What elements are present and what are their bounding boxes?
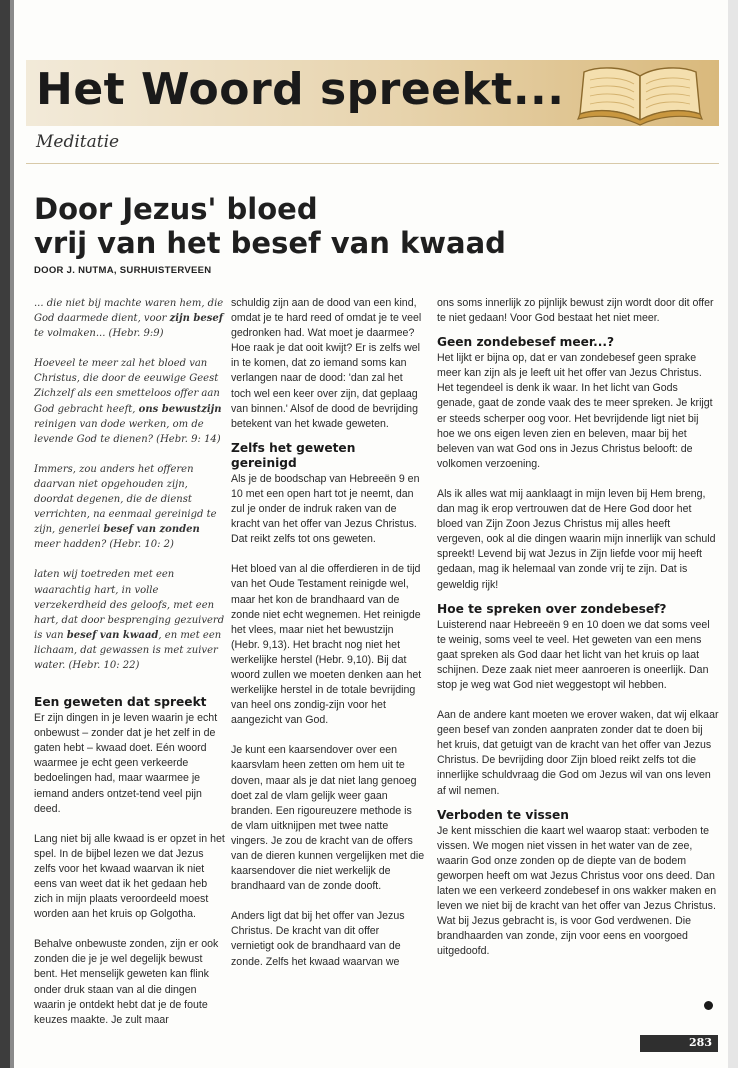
page-binding-highlight <box>10 0 14 1068</box>
column-1 <box>34 296 226 1028</box>
article-title-line-1: Door Jezus' bloed <box>34 192 318 226</box>
paragraph: Het lijkt er bijna op, dat er van zondebesef geen sprake meer kan zijn als je leeft uit het offer van Jezus Christus. Het tegendeel is denk ik waar. In het licht van Gods genade, gaat de zonde vaak des te meer spreken. Je krijgt er steeds scherper oog voor. Het bevrijdende ligt niet bij hoe we ons eigen leven zien en beleven, maar bij het beleven van wat God ons in Jezus Christus belooft: de volkomen verzoening. <box>437 352 713 470</box>
bible-quote: Hoeveel te meer zal het bloed van Christus, die door de eeuwige Geest Zichzelf als een smetteloos offer aan God gebracht heeft, ons bewustzijn reinigen van dode werken, om de levende God te dienen? (Hebr. 9: 14) <box>34 358 222 445</box>
article-title-line-2: vrij van het besef van kwaad <box>34 226 506 260</box>
section-heading: Zelfs het geweten gereinigd <box>231 440 356 470</box>
byline: DOOR J. NUTMA, SURHUISTERVEEN <box>34 265 212 276</box>
section-title: Het Woord spreekt... <box>36 64 565 115</box>
paragraph: Het bloed van al die offerdieren in de tijd van het Oude Testament reinigde wel, maar het kon de brandhaard van de zonde niet echt wegnemen. Het reinigde het vlees, maar niet het bewustzijn (Hebr. 9,13). Het bracht nog niet het werkelijke herstel (Hebr. 9,10). Bij dat woord zullen we moeten denken aan het werkelijke herstel in de totale bevrijding van heel ons zondig-zijn voor het aangezicht van God. <box>231 563 422 727</box>
paragraph: Als je de boodschap van Hebreeën 9 en 10 met een open hart tot je neemt, dan zul je onder de indruk raken van de kracht van het offer van Jezus Christus. Dat reikt zelfs tot ons geweten. <box>231 472 420 546</box>
paragraph: Als ik alles wat mij aanklaagt in mijn leven bij Hem breng, dan mag ik erop vertrouwen dat de Here God door het bloed van Zijn Zoon Jezus Christus mij alles heeft vergeven, ook al die dingen waarin mijn innerlijk van schuld spreekt! Levend bij wat Jezus in Zijn liefde voor mij heeft gedaan, mag ik helemaal van zonde vrij te zijn. Dat is geweldig rijk! <box>437 487 716 591</box>
column-3 <box>437 296 719 959</box>
paragraph: Anders ligt dat bij het offer van Jezus Christus. De kracht van dit offer vernietigt ook de brandhaard van de zonde. Zelfs het kwaad waarvan we <box>231 910 405 968</box>
section-subtitle: Meditatie <box>36 132 120 152</box>
bible-quote: ... die niet bij machte waren hem, die God daarmede dient, voor zijn besef te volmaken... (Hebr. 9:9) <box>34 298 224 340</box>
paragraph: Je kent misschien die kaart wel waarop staat: verboden te vissen. We mogen niet vissen in het water van de zee, waarin God onze zonden op de diepte van de bodem geworpen heeft om wat Jezus Christus voor ons deed. Dan laten we een verkeerd zondebesef in ons wakker maken en leven we niet bij de kracht van het offer van Jezus Christus. Wat bij Jezus gebracht is, is voor God verdwenen. Die brandhaarden van zonde, zijn voor eens en voorgoed uitgedoofd. <box>437 824 717 958</box>
section-heading: Geen zondebesef meer...? <box>437 335 615 350</box>
paragraph: schuldig zijn aan de dood van een kind, omdat je te hard reed of omdat je te veel gedronken had. Wat moet je daarmee? Hoe raak je dat ooit kwijt? Er is zelfs wel in te komen, dat zo iemand soms kan verlangen naar de dood: 'dan zal het toch wel een keer over zijn, dat geplaag van binnen.' Alsof de dood de bevrijding betekent van het kwade geweten. <box>231 297 422 430</box>
section-heading: Verboden te vissen <box>437 807 569 822</box>
end-dot-icon <box>704 1001 713 1010</box>
section-heading: Een geweten dat spreekt <box>34 695 207 710</box>
section-heading: Hoe te spreken over zondebesef? <box>437 601 667 616</box>
paragraph: Je kunt een kaarsendover over een kaarsvlam heen zetten om hem uit te doven, maar als je dat niet lang genoeg doet zal de vlam gelijk weer gaan branden. Een rigoureuzere methode is de vlam uitknijpen met twee natte vingers. Je zou de kracht van de offers van de dieren kunnen vergelijken met die kaarsendover die niet werkelijk de brandhaard van de zonde dooft. <box>231 744 425 893</box>
open-book-icon <box>576 62 704 126</box>
header-divider <box>26 163 719 164</box>
paragraph: Lang niet bij alle kwaad is er opzet in het spel. In de bijbel lezen we dat Jezus zelfs voor het kwaad waarvan ik niet eens van weet dat ik het gedaan heb zich in mijn plaats veroordeeld moest worden aan het kruis op Golgotha. <box>34 832 225 921</box>
paragraph: Aan de andere kant moeten we erover waken, dat wij elkaar geen besef van zonden aanpraten zonder dat te doen bij het kruis, dat getuigt van de kracht van het offer van Jezus Christus. De bevrijding door Zijn bloed reikt zelfs tot die innerlijke schuldvraag die God om Jezus wil van ons leven af wil nemen. <box>437 709 719 797</box>
page-number: 283 <box>689 1036 712 1049</box>
article-title <box>34 192 714 260</box>
bible-quote: Immers, zou anders het offeren daarvan niet opgehouden zijn, doordat degenen, die de dienst verrichten, na eenmaal gereinigd te zijn, generlei besef van zonden meer hadden? (Hebr. 10: 2) <box>34 463 217 551</box>
paragraph: Behalve onbewuste zonden, zijn er ook zonden die je je wel degelijk bewust bent. Het menselijk geweten kan flink onder druk staan van al die dingen waarin je ontdekt hebt dat je de foute keuzes maakte. Je zult maar <box>34 938 219 1026</box>
paragraph: Er zijn dingen in je leven waarin je echt onbewust – zonder dat je het zelf in de gaten hebt – kwaad doet. Eén woord waarmee je echt geen verkeerde bedoelingen had, maar waarmee je iemand anders ontzet-tend veel pijn deed. <box>34 712 218 815</box>
paragraph: ons soms innerlijk zo pijnlijk bewust zijn wordt door dit offer te niet gedaan! Voor God bestaat het niet meer. <box>437 297 714 325</box>
column-2 <box>231 296 425 970</box>
page-right-edge <box>728 0 738 1068</box>
paragraph: Luisterend naar Hebreeën 9 en 10 doen we dat soms veel te weinig, soms veel te veel. Het geweten van een mens gaat spreken als God daar het licht van het kruis op laat schijnen. Deze zaak niet meer aanroeren is oneerlijk. Dan stop je weg wat God niet weggestopt wil hebben. <box>437 618 710 691</box>
bible-quote: laten wij toetreden met een waarachtig hart, in volle verzekerdheid des geloofs, met een hart, dat door besprenging gezuiverd is van besef van kwaad, en met een lichaam, dat gewassen is met zuiver water. (Hebr. 10: 22) <box>34 569 225 671</box>
